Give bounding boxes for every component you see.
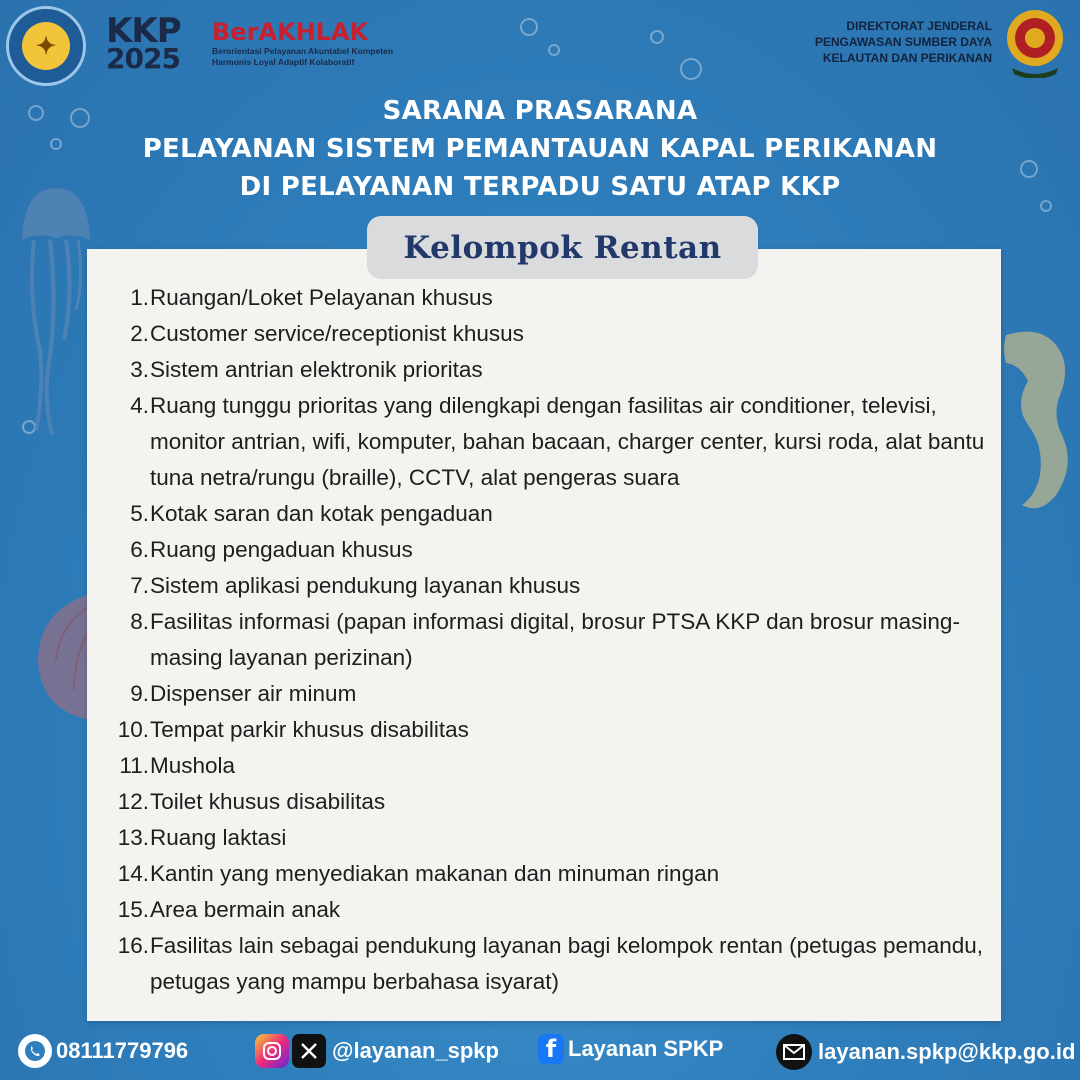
item-number: 13. [117,825,149,850]
whatsapp-number: 08111779796 [56,1038,189,1063]
berakhlak-tagline-2: Harmonis Loyal Adaptif Kolaboratif [212,57,355,67]
item-text: Sistem aplikasi pendukung layanan khusus [150,573,581,598]
list-item [100,928,1000,1000]
title-line-1: SARANA PRASARANA [382,96,698,126]
bubble-decoration [548,44,560,56]
social-handle-contact[interactable] [255,1034,499,1068]
item-text: Fasilitas informasi (papan informasi digital, brosur PTSA KKP dan brosur masing- masing layanan perizinan) [150,609,960,670]
item-number: 8. [130,609,149,634]
title-line-3: DI PELAYANAN TERPADU SATU ATAP KKP [239,172,841,202]
list-item [100,748,1000,784]
list-item [100,892,1000,928]
ministry-logo [6,6,86,86]
berakhlak-tagline-1: Berorientasi Pelayanan Akuntabel Kompeten [212,46,394,56]
item-number: 2. [130,321,149,346]
item-text: Ruang tunggu prioritas yang dilengkapi dengan fasilitas air conditioner, televisi, monitor antrian, wifi, komputer, bahan bacaan, charger center, kursi roda, alat bantu tuna netra/rungu (braille), CCTV, alat pengeras suara [150,393,985,490]
list-item [100,604,1000,676]
item-text: Dispenser air minum [150,681,357,706]
item-number: 5. [130,501,149,526]
list-item [100,352,1000,388]
item-text: Tempat parkir khusus disabilitas [150,717,469,742]
item-number: 11. [119,753,149,778]
seahorse-illustration [1000,325,1080,525]
list-item [100,496,1000,532]
item-number: 7. [130,573,149,598]
directorate-line: PENGAWASAN SUMBER DAYA [814,35,992,49]
bubble-decoration [650,30,664,44]
list-item [100,316,1000,352]
mail-icon [776,1034,812,1070]
item-number: 1. [130,285,149,310]
item-text: Ruangan/Loket Pelayanan khusus [150,285,493,310]
email-contact[interactable] [776,1034,1075,1070]
berakhlak-brand: BerAKHLAK [212,18,369,46]
berakhlak-logo [212,18,412,68]
psdkp-emblem-icon [1000,4,1070,78]
facebook-icon: f [538,1034,564,1064]
item-number: 16. [117,933,149,958]
list-item [100,784,1000,820]
section-label: Kelompok Rentan [367,216,758,279]
item-number: 14. [117,861,149,886]
title-line-2: PELAYANAN SISTEM PEMANTAUAN KAPAL PERIKANAN [142,134,938,164]
directorate-line: KELAUTAN DAN PERIKANAN [822,51,992,65]
bubble-decoration [680,58,702,80]
garuda-emblem-icon: ✦ [22,22,70,70]
list-item [100,820,1000,856]
item-number: 3. [130,357,149,382]
item-text: Mushola [150,753,236,778]
list-item [100,388,1000,496]
kkp-logo-year: 2025 [106,42,180,75]
kkp-2025-logo [106,11,206,75]
item-number: 15. [117,897,149,922]
item-text: Ruang pengaduan khusus [150,537,413,562]
item-number: 9. [130,681,149,706]
item-text: Customer service/receptionist khusus [150,321,524,346]
directorate-line: DIREKTORAT JENDERAL [846,19,992,33]
item-text: Toilet khusus disabilitas [150,789,386,814]
item-text: Kantin yang menyediakan makanan dan minuman ringan [150,861,720,886]
facebook-contact[interactable] [538,1034,723,1064]
list-item [100,568,1000,604]
item-text: Kotak saran dan kotak pengaduan [150,501,493,526]
facility-list [100,280,1000,1000]
item-text: Ruang laktasi [150,825,287,850]
whatsapp-contact[interactable] [18,1034,188,1068]
contact-footer [0,1034,1080,1078]
list-item [100,280,1000,316]
jellyfish-illustration [14,180,94,440]
list-item [100,676,1000,712]
list-item [100,856,1000,892]
item-number: 12. [117,789,149,814]
list-item [100,712,1000,748]
list-item [100,532,1000,568]
x-icon [292,1034,326,1068]
directorate-name [815,18,992,66]
item-number: 10. [117,717,149,742]
item-text: Area bermain anak [150,897,341,922]
page-title [0,92,1080,206]
instagram-icon [255,1034,289,1068]
item-number: 4. [130,393,149,418]
item-text: Sistem antrian elektronik prioritas [150,357,483,382]
social-handle: @layanan_spkp [332,1038,499,1063]
whatsapp-icon [18,1034,52,1068]
item-number: 6. [130,537,149,562]
kkp-logo-text: KKP [106,11,181,51]
email-address: layanan.spkp@kkp.go.id [818,1039,1076,1064]
bubble-decoration [520,18,538,36]
item-text: Fasilitas lain sebagai pendukung layanan bagi kelompok rentan (petugas pemandu, petugas yang mampu berbahasa isyarat) [150,933,984,994]
facebook-name: Layanan SPKP [568,1036,724,1061]
